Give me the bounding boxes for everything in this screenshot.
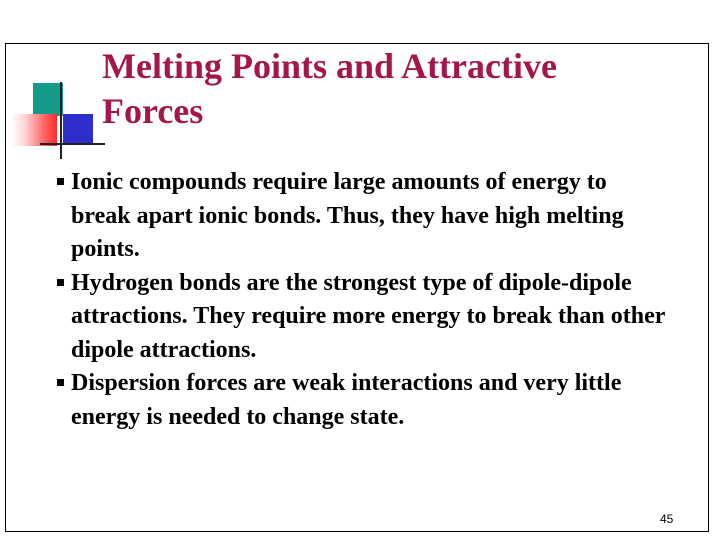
bullet-text: Dispersion forces are weak interactions and very little energy is needed to change state.	[71, 370, 622, 430]
square-bullet-icon	[57, 279, 64, 286]
bullet-item	[45, 367, 665, 434]
square-bullet-icon	[57, 379, 64, 386]
page-number: 45	[660, 512, 674, 526]
square-bullet-icon	[57, 178, 64, 185]
decorative-blue-square	[63, 114, 93, 144]
bullet-text: Hydrogen bonds are the strongest type of dipole-dipole attractions. They require more energy to break than other dipole attractions.	[71, 269, 665, 363]
slide-title: Melting Points and Attractive Forces	[102, 46, 557, 131]
decorative-horizontal-line	[40, 143, 105, 145]
bullet-list	[45, 166, 665, 434]
decorative-vertical-line	[60, 82, 62, 159]
bullet-item	[45, 267, 665, 368]
decorative-red-gradient-square	[11, 114, 57, 146]
bullet-text: Ionic compounds require large amounts of energy to break apart ionic bonds. Thus, they have high melting points.	[71, 169, 624, 262]
decorative-teal-square	[33, 83, 63, 116]
bullet-item	[45, 166, 665, 267]
